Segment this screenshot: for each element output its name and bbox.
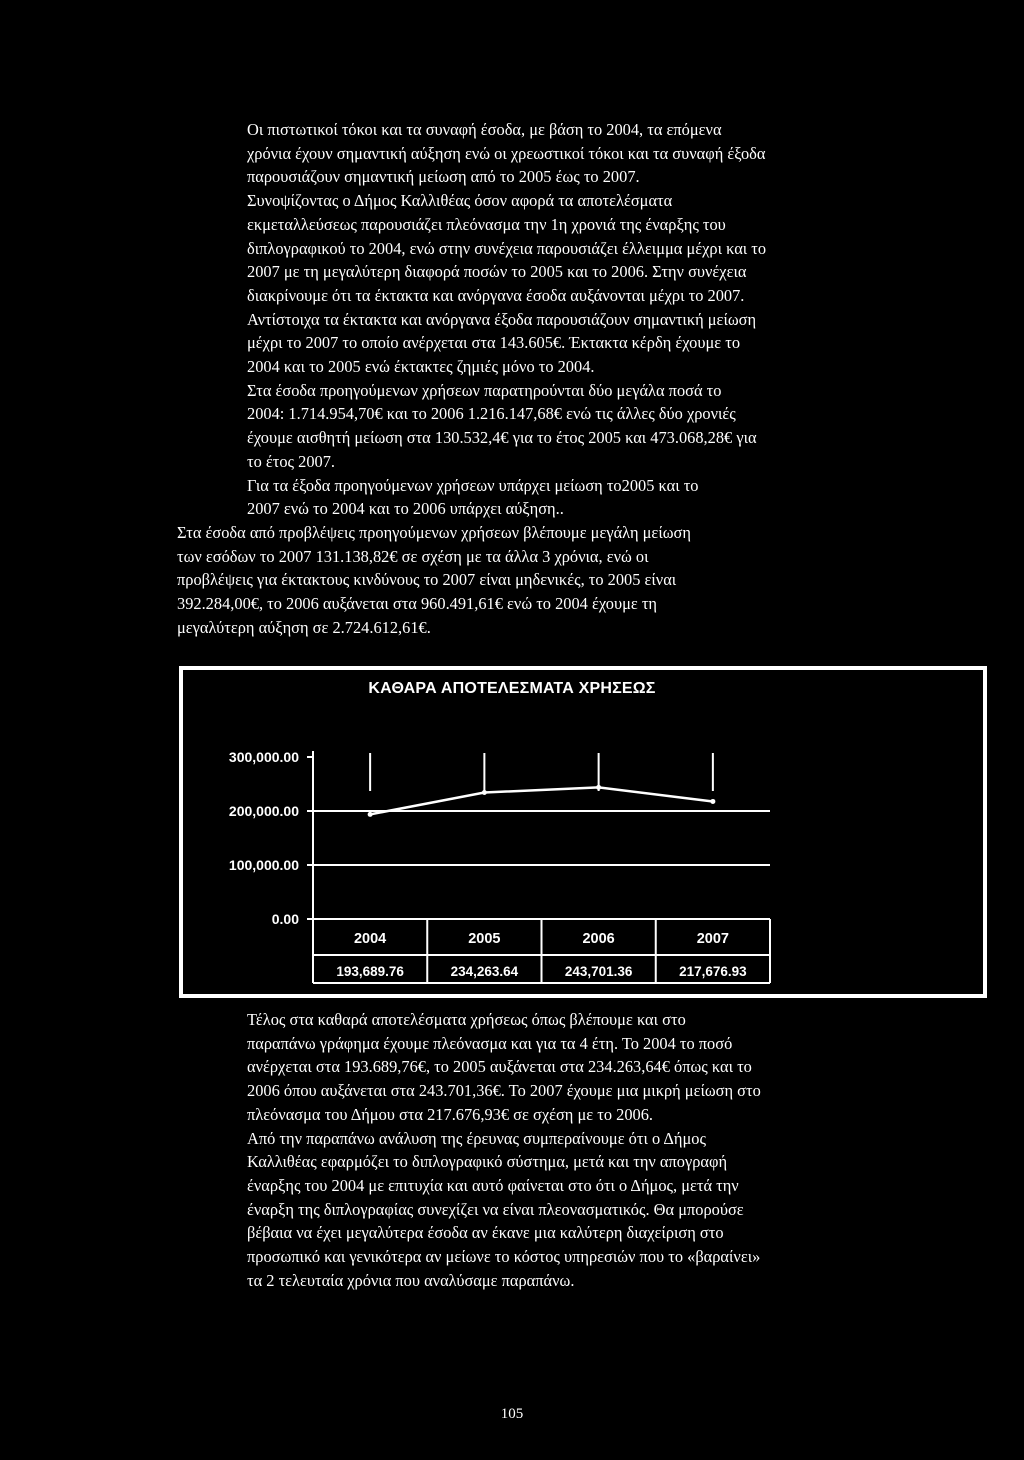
text-line: μέχρι το 2007 το οποίο ανέρχεται στα 143.605€. Έκτακτα κέρδη έχουμε το [247, 333, 741, 353]
paragraph [177, 1127, 857, 1293]
text-line: Αντίστοιχα τα έκτακτα και ανόργανα έξοδα παρουσιάζουν σημαντική μείωση [247, 309, 757, 329]
text-line: Από την παραπάνω ανάλυση της έρευνας συμπεραίνουμε ότι ο Δήμος [247, 1128, 706, 1148]
data-value-label: 217,676.93 [679, 964, 747, 979]
text-line: 2006 όπου αυξάνεται στα 243.701,36€. Το 2007 έχουμε μια μικρή μείωση στο [247, 1081, 761, 1101]
y-tick-label: 0.00 [271, 911, 299, 927]
x-category-label: 2004 [353, 931, 387, 947]
x-category-label: 2005 [468, 931, 501, 947]
text-line: παραπάνω γράφημα έχουμε πλεόνασμα και για τα 4 έτη. Το 2004 το ποσό [247, 1033, 733, 1053]
text-line: μεγαλύτερη αύξηση σε 2.724.612,61€. [177, 617, 431, 637]
y-tick-label: 100,000.00 [228, 857, 299, 873]
text-line: 2007 με τη μεγαλύτερη διαφορά ποσών το 2005 και το 2006. Στην συνέχεια [247, 262, 747, 282]
paragraph [177, 1008, 857, 1127]
text-line: 2004 και το 2005 ενώ έκτακτες ζημιές μόνο το 2004. [247, 357, 595, 377]
data-point [710, 799, 715, 804]
data-point [596, 785, 601, 790]
text-line: προσωπικό και γενικότερα αν μείωνε το κόστος υπηρεσιών που το «βαραίνει» [247, 1247, 761, 1267]
text-line: 392.284,00€, το 2006 αυξάνεται στα 960.491,61€ ενώ το 2004 έχουμε τη [177, 594, 658, 614]
page-number: 105 [500, 1406, 524, 1422]
text-line: παρουσιάζουν σημαντική μείωση από το 2005 έως το 2007. [247, 167, 640, 187]
text-line: των εσόδων το 2007 131.138,82€ σε σχέση με τα άλλα 3 χρόνια, ενώ οι [177, 546, 649, 566]
x-category-label: 2006 [582, 931, 615, 947]
data-value-label: 193,689.76 [336, 964, 404, 979]
x-category-label: 2007 [696, 931, 730, 947]
text-line: 2007 ενώ το 2004 και το 2006 υπάρχει αύξηση.. [247, 499, 564, 519]
text-line: τα 2 τελευταία χρόνια που αναλύσαμε παραπάνω. [247, 1270, 575, 1290]
text-line: ανέρχεται στα 193.689,76€, το 2005 αυξάνεται στα 234.263,64€ όπως και το [247, 1057, 752, 1077]
text-line: Για τα έξοδα προηγούμενων χρήσεων υπάρχει μείωση το2005 και το [247, 475, 699, 495]
text-line: Συνοψίζοντας ο Δήμος Καλλιθέας όσον αφορά τα αποτελέσματα [247, 191, 673, 211]
text-line: Στα έσοδα προηγούμενων χρήσεων παρατηρούνται δύο μεγάλα ποσά το [247, 380, 722, 400]
text-line: διακρίνουμε ότι τα έκτακτα και ανόργανα έσοδα αυξάνονται μέχρι το 2007. [247, 285, 745, 305]
text-line: Στα έσοδα από προβλέψεις προηγούμενων χρήσεων βλέπουμε μεγάλη μείωση [177, 522, 691, 542]
data-value-label: 243,701.36 [564, 964, 633, 979]
text-line: 2004: 1.714.954,70€ και το 2006 1.216.147,68€ ενώ τις άλλες δύο χρονιές [247, 404, 736, 424]
data-point [482, 790, 487, 795]
text-line: προβλέψεις για έκτακτους κινδύνους το 2007 είναι μηδενικές, το 2005 είναι [177, 570, 677, 590]
y-tick-label: 200,000.00 [228, 803, 299, 819]
bottom-text-block [177, 1008, 857, 1292]
text-line: βέβαια να έχει μεγαλύτερα έσοδα αν έκανε μια καλύτερη διαχείριση στο [247, 1223, 724, 1243]
chart-title: ΚΑΘΑΡΑ ΑΠΟΤΕΛΕΣΜΑΤΑ ΧΡΗΣΕΩΣ [368, 680, 656, 697]
text-line: Καλλιθέας εφαρμόζει το διπλογραφικό σύστημα, μετά και την απογραφή [247, 1152, 728, 1172]
text-line: έναρξης του 2004 με επιτυχία και αυτό φαίνεται στο ότι ο Δήμος, μετά την [247, 1175, 739, 1195]
text-line: Οι πιστωτικοί τόκοι και τα συναφή έσοδα, με βάση το 2004, τα επόμενα [247, 120, 722, 139]
text-line: έναρξη της διπλογραφίας συνεχίζει να είναι πλεονασματικός. Θα μπορούσε [247, 1199, 744, 1219]
y-tick-label: 300,000.00 [228, 749, 299, 765]
data-value-label: 234,263.64 [450, 964, 519, 979]
text-line: εκμεταλλεύσεως παρουσιάζει πλεόνασμα την 1η χρονιά της έναρξης του [247, 214, 726, 234]
text-line: το έτος 2007. [247, 451, 336, 471]
text-line: έχουμε αισθητή μείωση στα 130.532,4€ για το έτος 2005 και 473.068,28€ για [247, 428, 757, 448]
text-line: πλεόνασμα του Δήμου στα 217.676,93€ σε σχέση με το 2006. [247, 1104, 654, 1124]
text-line: Τέλος στα καθαρά αποτελέσματα χρήσεως όπως βλέπουμε και στο [247, 1010, 686, 1029]
text-line: διπλογραφικού το 2004, ενώ στην συνέχεια παρουσιάζει έλλειμμα μέχρι και το [247, 238, 767, 258]
text-line: χρόνια έχουν σημαντική αύξηση ενώ οι χρεωστικοί τόκοι και τα συναφή έξοδα [247, 143, 766, 163]
data-point [368, 812, 373, 817]
